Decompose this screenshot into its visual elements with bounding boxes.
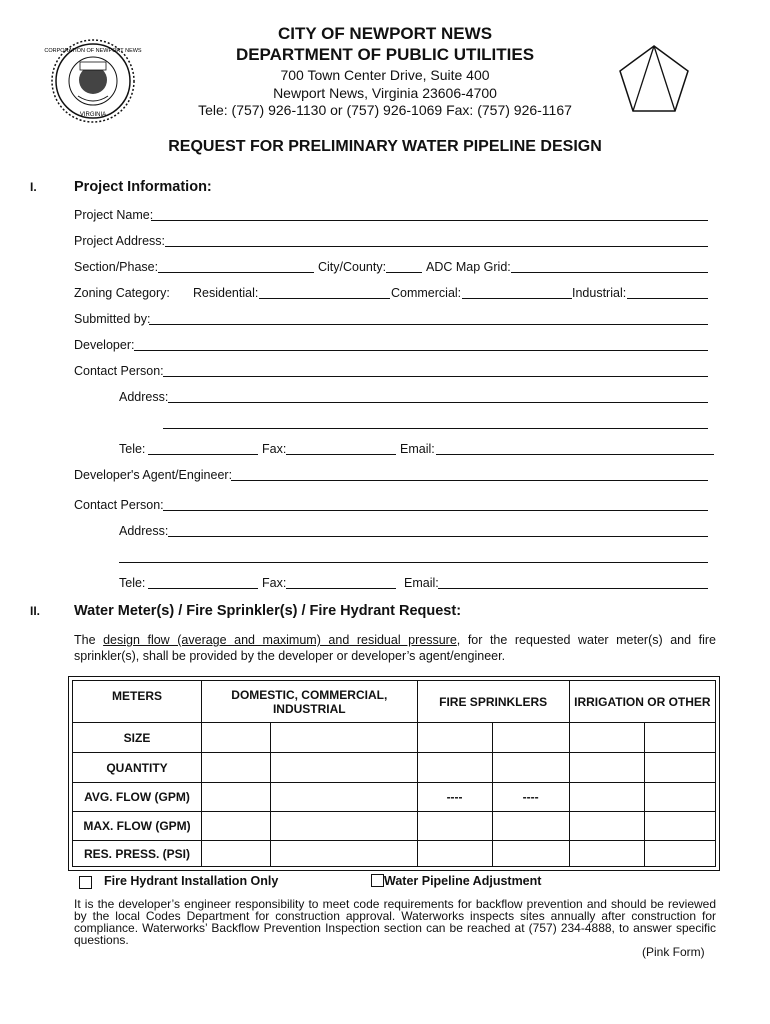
header-irrigation: IRRIGATION OR OTHER <box>569 681 715 723</box>
row-res-press-label: RES. PRESS. (PSI) <box>73 841 202 867</box>
dash-cell: ---- <box>492 783 569 812</box>
section-phase-label: Section/Phase: <box>74 260 159 274</box>
submitted-by-label: Submitted by: <box>74 312 151 326</box>
zoning-category-label: Zoning Category: <box>74 286 170 300</box>
pink-form-label: (Pink Form) <box>642 945 705 959</box>
residential-label: Residential: <box>193 286 259 300</box>
residential-field[interactable] <box>259 298 390 299</box>
agent-email-label: Email: <box>404 576 439 590</box>
table-cell[interactable] <box>202 812 271 841</box>
table-cell[interactable] <box>644 723 715 753</box>
table-cell[interactable] <box>271 783 418 812</box>
table-cell[interactable] <box>569 753 644 783</box>
submitted-by-field[interactable] <box>149 324 708 325</box>
section-1-number: I. <box>30 180 37 194</box>
tele-field[interactable] <box>148 454 258 455</box>
table-cell[interactable] <box>569 723 644 753</box>
industrial-field[interactable] <box>627 298 708 299</box>
department-name: DEPARTMENT OF PUBLIC UTILITIES <box>235 45 535 64</box>
svg-text:VIRGINIA: VIRGINIA <box>79 112 107 118</box>
table-cell[interactable] <box>644 841 715 867</box>
table-cell[interactable] <box>492 723 569 753</box>
fire-hydrant-label: Fire Hydrant Installation Only <box>104 874 279 888</box>
commercial-field[interactable] <box>462 298 572 299</box>
table-cell[interactable] <box>271 841 418 867</box>
table-cell[interactable] <box>271 723 418 753</box>
agent-fax-label: Fax: <box>262 576 287 590</box>
section-2-number: II. <box>30 604 41 618</box>
svg-text:CORPORATION OF NEWPORT NEWS: CORPORATION OF NEWPORT NEWS <box>44 48 142 54</box>
section-phase-field[interactable] <box>158 272 314 273</box>
developer-label: Developer: <box>74 338 135 352</box>
table-cell[interactable] <box>569 841 644 867</box>
agent-tele-label: Tele: <box>119 576 146 590</box>
table-cell[interactable] <box>271 753 418 783</box>
section-2-intro <box>74 632 716 664</box>
header-address-line2: Newport News, Virginia 23606-4700 <box>273 85 497 101</box>
header-phones: Tele: (757) 926-1130 or (757) 926-1069 Fax: (757) 926-1167 <box>198 102 572 118</box>
header-fire-sprinklers: FIRE SPRINKLERS <box>417 681 569 723</box>
agent-contact-person-field[interactable] <box>163 510 708 511</box>
intro-pre: The <box>74 633 104 647</box>
industrial-label: Industrial: <box>572 286 627 300</box>
row-quantity-label: QUANTITY <box>73 753 202 783</box>
intro-post: , for the requested water meter(s) and fire sprinkler(s), shall be provided by the developer or developer’s agent/engineer. <box>74 633 716 663</box>
project-name-field[interactable] <box>151 220 708 221</box>
city-county-label: City/County: <box>318 260 387 274</box>
table-cell[interactable] <box>644 812 715 841</box>
fire-hydrant-checkbox[interactable] <box>79 876 92 889</box>
table-cell[interactable] <box>271 812 418 841</box>
header-domestic: DOMESTIC, COMMERCIAL, INDUSTRIAL <box>202 681 418 723</box>
developers-agent-field[interactable] <box>231 480 708 481</box>
table-cell[interactable] <box>492 753 569 783</box>
table-cell[interactable] <box>417 812 492 841</box>
row-max-flow-label: MAX. FLOW (GPM) <box>73 812 202 841</box>
fax-label: Fax: <box>262 442 287 456</box>
header-address-line1: 700 Town Center Drive, Suite 400 <box>280 67 490 83</box>
row-size-label: SIZE <box>73 723 202 753</box>
agent-address-label: Address: <box>119 524 169 538</box>
adc-map-grid-label: ADC Map Grid: <box>426 260 511 274</box>
email-field[interactable] <box>436 454 714 455</box>
agent-address-field-line2[interactable] <box>119 562 708 563</box>
pipeline-adjustment-checkbox[interactable] <box>371 874 384 887</box>
table-cell[interactable] <box>492 841 569 867</box>
developers-agent-label: Developer's Agent/Engineer: <box>74 468 233 482</box>
agent-address-field[interactable] <box>168 536 708 537</box>
address-field[interactable] <box>168 402 708 403</box>
table-cell[interactable] <box>417 841 492 867</box>
address-field-line2[interactable] <box>163 428 708 429</box>
agent-contact-person-label: Contact Person: <box>74 498 164 512</box>
section-2-title: Water Meter(s) / Fire Sprinkler(s) / Fire Hydrant Request: <box>74 603 462 619</box>
adc-map-grid-field[interactable] <box>511 272 708 273</box>
agent-email-field[interactable] <box>438 588 708 589</box>
project-name-label: Project Name: <box>74 208 154 222</box>
agent-tele-field[interactable] <box>148 588 258 589</box>
table-cell[interactable] <box>492 812 569 841</box>
table-cell[interactable] <box>202 723 271 753</box>
pipeline-adjustment-label: Water Pipeline Adjustment <box>384 874 542 888</box>
project-address-label: Project Address: <box>74 234 166 248</box>
table-cell[interactable] <box>644 753 715 783</box>
table-cell[interactable] <box>202 753 271 783</box>
table-cell[interactable] <box>202 841 271 867</box>
contact-person-field[interactable] <box>163 376 708 377</box>
table-cell[interactable] <box>569 783 644 812</box>
developer-field[interactable] <box>134 350 708 351</box>
tele-label: Tele: <box>119 442 146 456</box>
city-name: CITY OF NEWPORT NEWS <box>277 24 493 43</box>
table-cell[interactable] <box>417 723 492 753</box>
agent-fax-field[interactable] <box>286 588 396 589</box>
table-cell[interactable] <box>644 783 715 812</box>
header-meters: METERS <box>73 681 202 723</box>
table-cell[interactable] <box>417 753 492 783</box>
fax-field[interactable] <box>286 454 396 455</box>
meters-table <box>72 680 716 867</box>
commercial-label: Commercial: <box>391 286 462 300</box>
section-1-title: Project Information: <box>74 179 212 195</box>
table-cell[interactable] <box>202 783 271 812</box>
city-county-field[interactable] <box>386 272 422 273</box>
contact-person-label: Contact Person: <box>74 364 164 378</box>
row-avg-flow-label: AVG. FLOW (GPM) <box>73 783 202 812</box>
project-address-field[interactable] <box>165 246 708 247</box>
form-title: REQUEST FOR PRELIMINARY WATER PIPELINE DESIGN <box>168 138 602 155</box>
table-cell[interactable] <box>569 812 644 841</box>
backflow-note: It is the developer’s engineer responsibility to meet code requirements for backflow prevention and should be reviewed by the local Codes Department for construction approval. Waterworks inspects sites annually after construction for compliance. Waterworks’ Backflow Prevention Inspection section can be reached at (757) 234-4888, to answer specific questions. <box>74 897 716 947</box>
intro-underlined: design flow (average and maximum) and residual pressure <box>103 633 457 647</box>
dash-cell: ---- <box>417 783 492 812</box>
email-label: Email: <box>400 442 435 456</box>
address-label: Address: <box>119 390 169 404</box>
